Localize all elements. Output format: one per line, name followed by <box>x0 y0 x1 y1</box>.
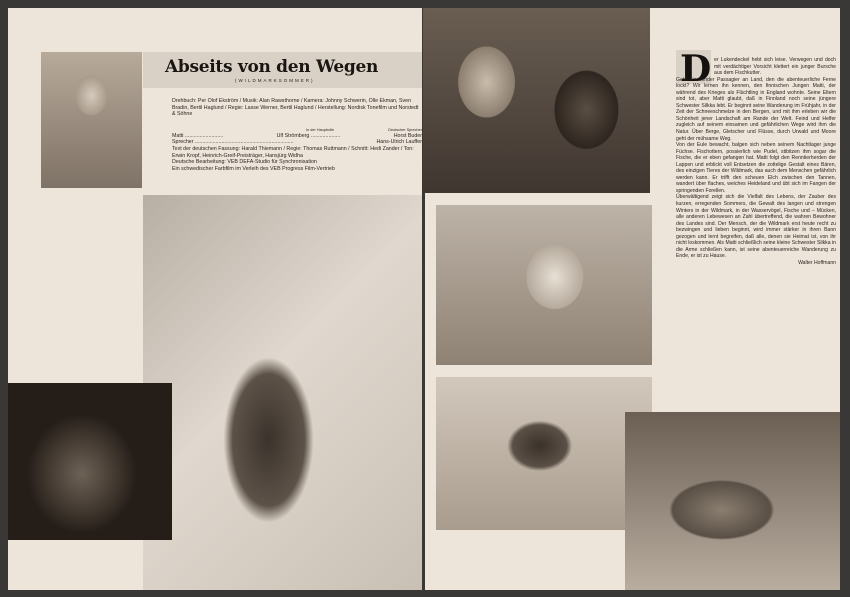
cast-role: Sprecher ................................................................... <box>172 139 294 146</box>
page-title: Abseits von den Wegen <box>165 57 379 77</box>
german-version: Text der deutschen Fassung: Harald Thiemann / Regie: Thomas Ruttmann / Schnitt: Hedi Zander / Ton: Erwin Kropf, Heinrich-Greif-Preisträger, Hansjürg Widha <box>172 146 414 159</box>
photo-climbing <box>143 195 422 590</box>
photo-boy-and-girl <box>423 8 650 193</box>
german-version-credits <box>172 146 422 172</box>
article-paragraph: Überwältigend zeigt sich die Vielfalt des Lebens, der Zauber des kurzen, erregenden Sommers, die Gewalt des langen und strengen Winters in der Wildmark, in der Wasservögel, Fische und – Mücken, alle anderen Lebewesen an Zahl übertreffend, die wahren Bewohner des Landes sind. Der Mensch, der die Wildmark erst heute recht zu bezwingen und lieben beginnt, wird immer stärker in ihren Bann gezogen und lernt begreifen, daß alle, denen sie Heimat ist, von ihr nicht loskommen. Als Matti schließlich seine kleine Schwester Silkka in die Arme schließen kann, ist seine abenteuerreiche Wanderung zu Ende, er ist zu Hause. <box>676 194 836 260</box>
cast-list <box>172 128 422 146</box>
header-role: In der Hauptrolle <box>306 128 335 132</box>
cast-voice: Horst Buder <box>393 132 422 139</box>
photo-girl-portrait <box>41 52 142 188</box>
article-paragraph: Von der Eule bewacht, balgen sich neben seinem Nachtlager junge Füchse. Fischottern, possierlich wie Pudel, stibitzen ihm sogar die Fische, die er eben gefangen hat. Matti folgt den Renntierherden der Lappen und erblickt voll Entsetzen die zottelige Gestalt eines Bären, des einzigen Tieres der Wildmark, das auch dem Menschen gefährlich werden kann. Er trifft den scheuen Elch zwischen den Tannen, wandert über flaches, weiches Heideland und übt sich im Fangen der springenden Forellen. <box>676 142 836 194</box>
title-band <box>143 52 422 88</box>
subtitle: (WILDMARKSOMMER) <box>235 78 315 83</box>
header-voice: Deutscher Sprecher <box>388 128 422 132</box>
photo-bear <box>8 383 172 540</box>
photo-sleeping-boy <box>625 412 840 590</box>
article-text <box>676 57 836 267</box>
article-author: Walter Hoffmann <box>798 259 836 266</box>
photo-moose <box>436 377 652 530</box>
article-first-paragraph: er Lukendeckel hebt sich leise. Verwegen und doch mit verdächtiger Vorsicht klettert ein junger Bursche aus dem Fischkutter. <box>714 57 836 77</box>
article-paragraph: Geht ein blinder Passagier an Land, den die abenteuerliche Ferne lockt? Wir lernen ihn kennen, den finnischen Jungen Matti, der während des Krieges als Flüchtling in England wohnte. Seine Eltern sind tot, aber Matti glaubt, daß in Finnland noch seine jüngere Schwester Silkka lebt. Er beginnt seine Wanderung im Frühjahr, in der Zeit der Schneeschmelze in den Bergen, und mit ihm erleben wir die Schönheit jener Landschaft am Rande der Welt. Feind und Helfer zugleich auf seinem einsamen und gefährlichen Wege wird ihm die Natur. Über Berge, Gletscher und Flüsse, durch Urwald und Moore geht der mühsame Weg. <box>676 76 836 142</box>
cast-voice: Hans-Ulrich Lauffer <box>376 139 422 146</box>
drop-cap-letter: D <box>680 48 712 90</box>
photo-hare <box>436 205 652 365</box>
credits: Drehbuch: Per Olof Ekström / Musik: Alan Rawsthorne / Kamera: Johnny Schwerin, Olle Ekman, Sven Bradin, Bertil Haglund / Regie: Lasse Werner, Bertil Haglund / Herstellung: Nordisk Tonefilm und Norstedt & Söhne <box>172 98 419 118</box>
dubbing: Deutsche Bearbeitung: VEB DEFA-Studio für Synchronisation <box>172 159 317 166</box>
cast-actor: Ulf Strömberg .................... <box>276 132 341 139</box>
distribution: Ein schwedischer Farbfilm im Verleih des VEB Progress Film-Vertrieb <box>172 165 335 172</box>
cast-role: Matti .......................... <box>172 132 224 139</box>
